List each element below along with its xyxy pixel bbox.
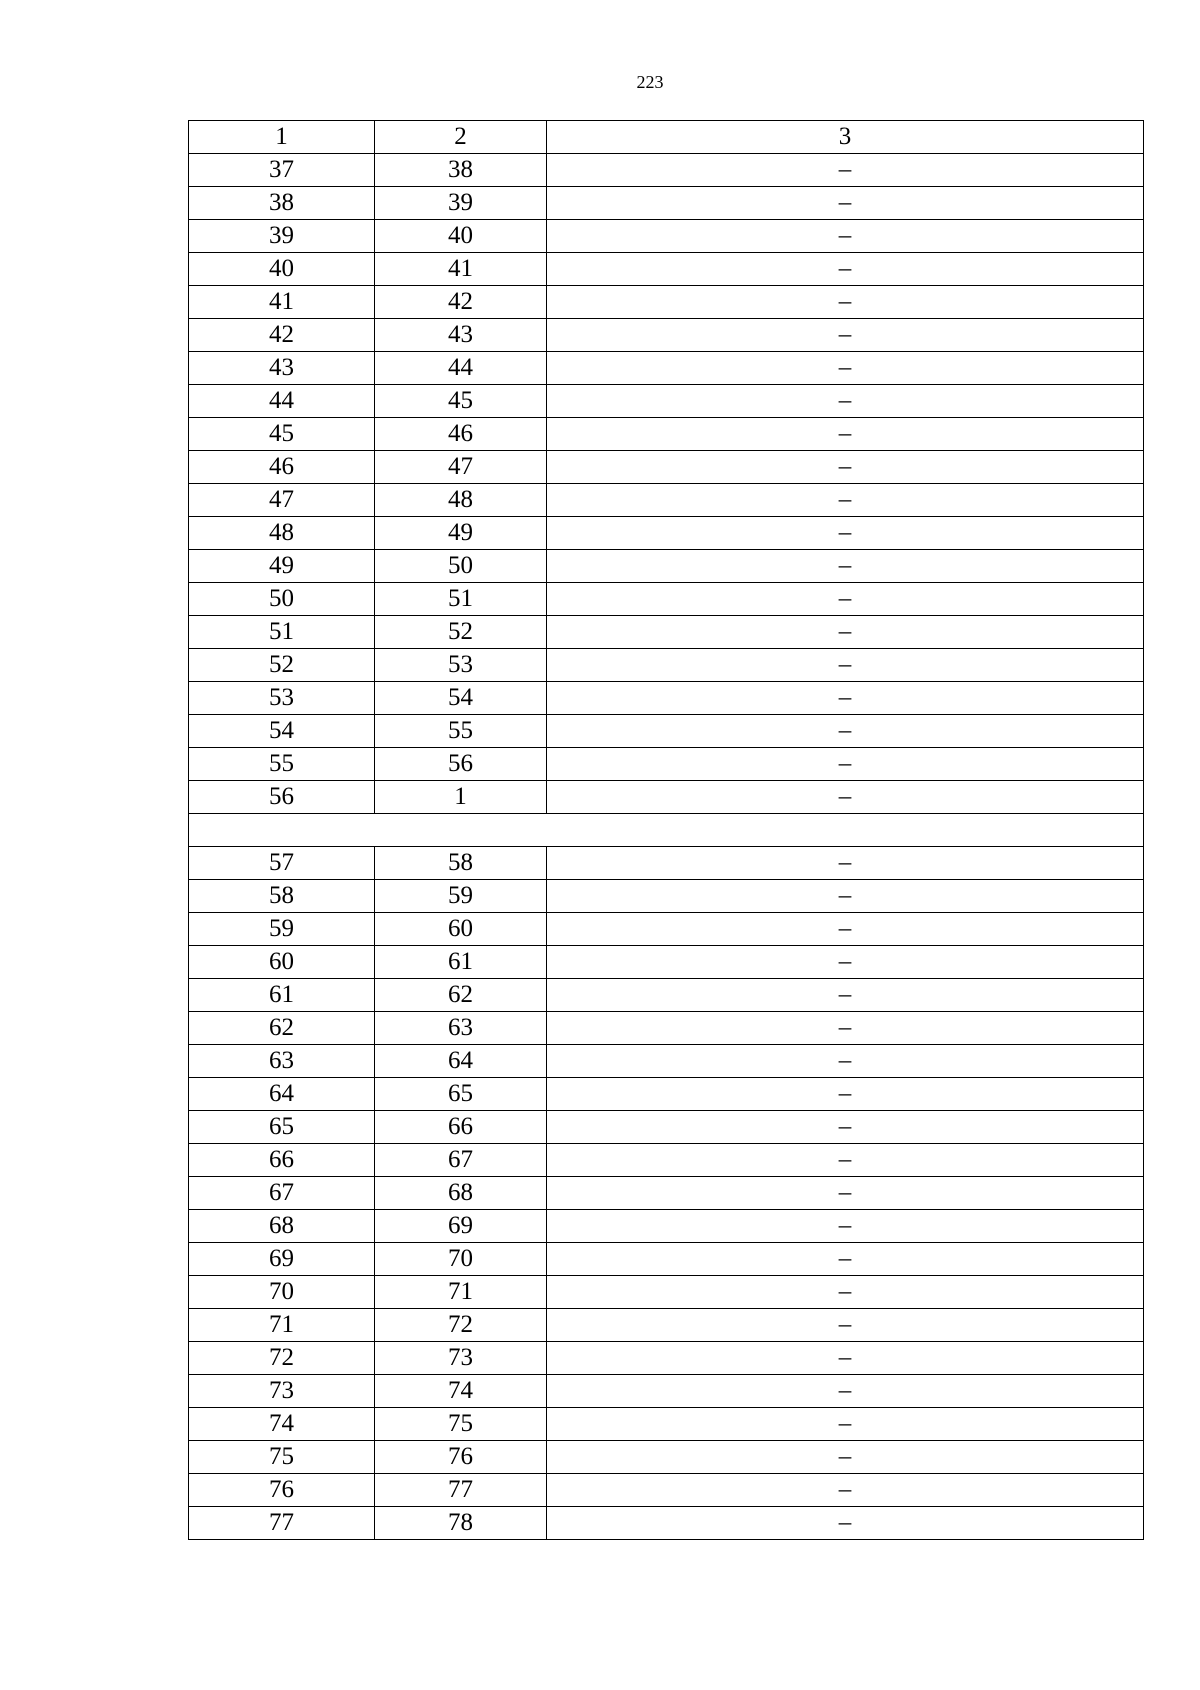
table-cell-col2: 76 xyxy=(375,1441,547,1474)
table-cell-col1: 70 xyxy=(189,1276,375,1309)
table-cell-col3: – xyxy=(547,979,1144,1012)
table-cell-col1: 46 xyxy=(189,451,375,484)
table-cell-col2: 54 xyxy=(375,682,547,715)
table-cell-col2: 42 xyxy=(375,286,547,319)
table-cell-col3: – xyxy=(547,1309,1144,1342)
table-cell-col2: 45 xyxy=(375,385,547,418)
table-cell-col1: 51 xyxy=(189,616,375,649)
table-cell-col2: 49 xyxy=(375,517,547,550)
table-row xyxy=(189,847,1144,880)
table-cell-col3: – xyxy=(547,946,1144,979)
table-row xyxy=(189,1045,1144,1078)
table-cell-col3: – xyxy=(547,484,1144,517)
table-cell-col2: 52 xyxy=(375,616,547,649)
table-cell-col3: – xyxy=(547,1078,1144,1111)
table-cell-col1: 59 xyxy=(189,913,375,946)
table-row xyxy=(189,946,1144,979)
table-cell-col3: – xyxy=(547,1012,1144,1045)
table-row xyxy=(189,1507,1144,1540)
table-cell-col2: 58 xyxy=(375,847,547,880)
table-cell-col2: 64 xyxy=(375,1045,547,1078)
table-row xyxy=(189,748,1144,781)
table-cell-col1: 49 xyxy=(189,550,375,583)
table-row xyxy=(189,583,1144,616)
table-cell-col1: 38 xyxy=(189,187,375,220)
table-cell-col3: – xyxy=(547,1210,1144,1243)
table-cell-col1: 50 xyxy=(189,583,375,616)
section-separator-cell xyxy=(189,814,1144,847)
table-row xyxy=(189,1078,1144,1111)
table-cell-col2: 56 xyxy=(375,748,547,781)
table-row xyxy=(189,616,1144,649)
table-cell-col1: 63 xyxy=(189,1045,375,1078)
table-cell-col2: 53 xyxy=(375,649,547,682)
table-row xyxy=(189,1408,1144,1441)
table-row xyxy=(189,1210,1144,1243)
table-cell-col3: – xyxy=(547,1111,1144,1144)
table-cell-col3: – xyxy=(547,517,1144,550)
table-body xyxy=(189,121,1144,1540)
table-cell-col3: – xyxy=(547,451,1144,484)
table-cell-col1: 37 xyxy=(189,154,375,187)
table-cell-col3: – xyxy=(547,1342,1144,1375)
table-cell-col1: 62 xyxy=(189,1012,375,1045)
table-cell-col1: 74 xyxy=(189,1408,375,1441)
table-cell-col3: – xyxy=(547,1474,1144,1507)
table-cell-col3: – xyxy=(547,682,1144,715)
table-cell-col1: 75 xyxy=(189,1441,375,1474)
table-row xyxy=(189,649,1144,682)
table-cell-col2: 77 xyxy=(375,1474,547,1507)
table-row xyxy=(189,913,1144,946)
table-row xyxy=(189,1111,1144,1144)
table-cell-col2: 72 xyxy=(375,1309,547,1342)
table-cell-col3: – xyxy=(547,1375,1144,1408)
table-row xyxy=(189,1177,1144,1210)
table-cell-col1: 40 xyxy=(189,253,375,286)
table-cell-col2: 65 xyxy=(375,1078,547,1111)
table-cell-col2: 51 xyxy=(375,583,547,616)
table-row xyxy=(189,154,1144,187)
table-cell-col2: 39 xyxy=(375,187,547,220)
table-row xyxy=(189,517,1144,550)
table-cell-col3: – xyxy=(547,220,1144,253)
table-cell-col2: 46 xyxy=(375,418,547,451)
table-cell-col2: 44 xyxy=(375,352,547,385)
table-row xyxy=(189,1144,1144,1177)
table-cell-col3: – xyxy=(547,418,1144,451)
table-cell-col1: 61 xyxy=(189,979,375,1012)
table-cell-col2: 61 xyxy=(375,946,547,979)
table-row xyxy=(189,1276,1144,1309)
table-cell-col3: – xyxy=(547,187,1144,220)
table-row xyxy=(189,187,1144,220)
table-cell-col3: – xyxy=(547,880,1144,913)
table-cell-col1: 47 xyxy=(189,484,375,517)
table-cell-col2: 67 xyxy=(375,1144,547,1177)
table-cell-col1: 69 xyxy=(189,1243,375,1276)
table-cell-col1: 60 xyxy=(189,946,375,979)
table-cell-col3: – xyxy=(547,913,1144,946)
table-cell-col2: 78 xyxy=(375,1507,547,1540)
table-cell-col1: 48 xyxy=(189,517,375,550)
table-cell-col2: 47 xyxy=(375,451,547,484)
table-row xyxy=(189,253,1144,286)
table-row xyxy=(189,418,1144,451)
table-cell-col1: 41 xyxy=(189,286,375,319)
table-cell-col3: – xyxy=(547,1408,1144,1441)
table-cell-col1: 56 xyxy=(189,781,375,814)
table-row xyxy=(189,550,1144,583)
table-cell-col1: 71 xyxy=(189,1309,375,1342)
table-cell-col1: 44 xyxy=(189,385,375,418)
table-cell-col3: – xyxy=(547,286,1144,319)
table-cell-col2: 1 xyxy=(375,781,547,814)
table-cell-col2: 38 xyxy=(375,154,547,187)
table-cell-col2: 74 xyxy=(375,1375,547,1408)
table-row xyxy=(189,1309,1144,1342)
header-cell-3: 3 xyxy=(547,121,1144,154)
table-cell-col3: – xyxy=(547,748,1144,781)
header-cell-1: 1 xyxy=(189,121,375,154)
table-row xyxy=(189,1474,1144,1507)
table-cell-col1: 76 xyxy=(189,1474,375,1507)
section-separator-row xyxy=(189,814,1144,847)
table-cell-col3: – xyxy=(547,385,1144,418)
table-cell-col1: 64 xyxy=(189,1078,375,1111)
table-row xyxy=(189,220,1144,253)
table-row xyxy=(189,352,1144,385)
table-cell-col3: – xyxy=(547,715,1144,748)
table-cell-col3: – xyxy=(547,1276,1144,1309)
table-cell-col2: 75 xyxy=(375,1408,547,1441)
table-cell-col2: 69 xyxy=(375,1210,547,1243)
table-cell-col1: 72 xyxy=(189,1342,375,1375)
table-cell-col1: 45 xyxy=(189,418,375,451)
table-cell-col1: 66 xyxy=(189,1144,375,1177)
table-cell-col2: 63 xyxy=(375,1012,547,1045)
table-cell-col1: 39 xyxy=(189,220,375,253)
table-cell-col1: 53 xyxy=(189,682,375,715)
table-cell-col1: 68 xyxy=(189,1210,375,1243)
table-cell-col1: 58 xyxy=(189,880,375,913)
table-row xyxy=(189,385,1144,418)
table-cell-col3: – xyxy=(547,1144,1144,1177)
table-cell-col3: – xyxy=(547,847,1144,880)
table-cell-col2: 68 xyxy=(375,1177,547,1210)
table-cell-col3: – xyxy=(547,1507,1144,1540)
table-cell-col3: – xyxy=(547,1177,1144,1210)
table-cell-col3: – xyxy=(547,253,1144,286)
table-cell-col3: – xyxy=(547,550,1144,583)
table-cell-col2: 55 xyxy=(375,715,547,748)
table-cell-col1: 73 xyxy=(189,1375,375,1408)
table-cell-col2: 60 xyxy=(375,913,547,946)
table-cell-col2: 71 xyxy=(375,1276,547,1309)
table-row xyxy=(189,682,1144,715)
table-cell-col1: 67 xyxy=(189,1177,375,1210)
header-cell-2: 2 xyxy=(375,121,547,154)
page-number: 223 xyxy=(636,72,664,92)
table-cell-col2: 59 xyxy=(375,880,547,913)
table-cell-col2: 43 xyxy=(375,319,547,352)
table-row xyxy=(189,451,1144,484)
table-cell-col3: – xyxy=(547,781,1144,814)
table-cell-col2: 50 xyxy=(375,550,547,583)
table-row xyxy=(189,1441,1144,1474)
table-cell-col1: 42 xyxy=(189,319,375,352)
data-table xyxy=(188,120,1144,1540)
table-cell-col2: 40 xyxy=(375,220,547,253)
table-row xyxy=(189,715,1144,748)
table-cell-col2: 48 xyxy=(375,484,547,517)
table-row xyxy=(189,781,1144,814)
table-row xyxy=(189,1342,1144,1375)
table-row xyxy=(189,286,1144,319)
table-cell-col3: – xyxy=(547,154,1144,187)
table-cell-col3: – xyxy=(547,1441,1144,1474)
table-cell-col2: 41 xyxy=(375,253,547,286)
table-cell-col3: – xyxy=(547,616,1144,649)
table-cell-col1: 65 xyxy=(189,1111,375,1144)
table-cell-col2: 62 xyxy=(375,979,547,1012)
table-row xyxy=(189,1012,1144,1045)
table-row xyxy=(189,979,1144,1012)
table-row xyxy=(189,484,1144,517)
table-cell-col3: – xyxy=(547,352,1144,385)
table-cell-col1: 52 xyxy=(189,649,375,682)
table-cell-col3: – xyxy=(547,583,1144,616)
table-cell-col3: – xyxy=(547,649,1144,682)
table-header-row xyxy=(189,121,1144,154)
table-cell-col1: 55 xyxy=(189,748,375,781)
table-cell-col1: 77 xyxy=(189,1507,375,1540)
table-row xyxy=(189,880,1144,913)
table-cell-col3: – xyxy=(547,1243,1144,1276)
table-cell-col1: 43 xyxy=(189,352,375,385)
table-cell-col3: – xyxy=(547,319,1144,352)
table-row xyxy=(189,1375,1144,1408)
table-cell-col2: 73 xyxy=(375,1342,547,1375)
table-cell-col1: 54 xyxy=(189,715,375,748)
table-cell-col1: 57 xyxy=(189,847,375,880)
table-cell-col3: – xyxy=(547,1045,1144,1078)
table-row xyxy=(189,319,1144,352)
table-row xyxy=(189,1243,1144,1276)
table-cell-col2: 70 xyxy=(375,1243,547,1276)
table-cell-col2: 66 xyxy=(375,1111,547,1144)
